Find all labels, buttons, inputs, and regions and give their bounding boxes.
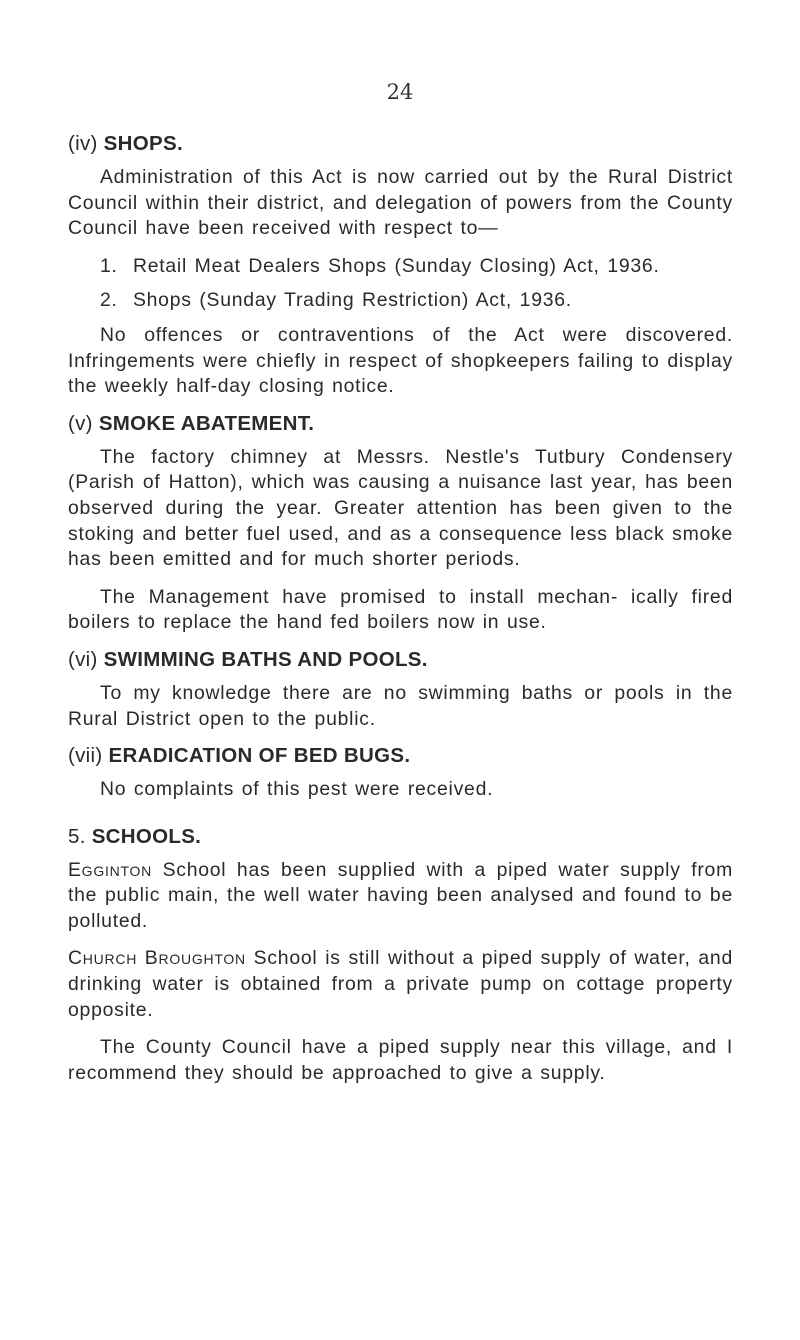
list-item-number: 2. [100, 289, 118, 312]
list-item [68, 254, 733, 280]
list-item-text: Retail Meat Dealers Shops (Sunday Closing) Act, 1936. [132, 254, 660, 277]
smoke-paragraph-1: The factory chimney at Messrs. Nestle's Tutbury Condensery (Parish of Hatton), which was causing a nuisance last year, has been observed during the year. Greater attention has been given to the stoking and better fuel used, and as a consequence less black smoke has been emitted and for much shorter periods. [68, 445, 733, 571]
list-item [68, 288, 733, 314]
list-item-number: 1. [100, 254, 118, 277]
section-number: (iv) [68, 132, 98, 155]
recommendation-paragraph: The County Council have a piped supply near this village, and I recommend they should be approached to give a supply. [68, 1036, 733, 1084]
page-content [68, 132, 733, 1098]
section-number: (vi) [68, 647, 98, 671]
section-title: SMOKE ABATEMENT. [98, 411, 315, 435]
section-heading-shops [68, 132, 733, 156]
section-heading-smoke-abatement [68, 412, 733, 436]
school-name-egginton: Egginton [68, 858, 153, 881]
list-item-text: Shops (Sunday Trading Restriction) Act, 1936. [132, 289, 572, 312]
section-heading-swimming-baths [68, 648, 733, 672]
smoke-paragraph-2: The Management have promised to install mechan- ically fired boilers to replace the hand fed boilers now in use. [68, 585, 733, 634]
section-title: SHOPS. [103, 132, 183, 155]
page-number: 24 [386, 80, 414, 104]
section-title: SCHOOLS. [91, 824, 202, 848]
bed-bugs-paragraph: No complaints of this pest were received. [100, 778, 494, 801]
shops-findings-paragraph: No offences or contraventions of the Act were discovered. Infringements were chiefly in respect of shopkeepers failing to display the weekly half-day closing notice. [68, 323, 733, 398]
egginton-text: School has been supplied with a piped water supply from the public main, the well water having been analysed and found to be polluted. [68, 858, 733, 932]
church-broughton-paragraph [68, 946, 733, 1023]
section-number: 5. [68, 824, 86, 848]
section-heading-bed-bugs [68, 744, 733, 768]
school-name-church-broughton: Church Broughton [68, 947, 246, 970]
egginton-paragraph [68, 858, 733, 935]
section-heading-schools [68, 825, 733, 849]
section-title: SWIMMING BATHS AND POOLS. [103, 647, 428, 671]
church-broughton-text: School is still without a piped supply of water, and drinking water is obtained from a private pump on cottage property opposite. [68, 947, 733, 1021]
shops-intro-paragraph: Administration of this Act is now carried out by the Rural District Council within their district, and delegation of powers from the County Council have been received with respect to— [68, 166, 733, 240]
section-number: (vii) [68, 744, 103, 768]
section-title: ERADICATION OF BED BUGS. [108, 744, 411, 768]
section-number: (v) [68, 411, 93, 435]
swimming-paragraph: To my knowledge there are no swimming baths or pools in the Rural District open to the public. [68, 681, 733, 730]
